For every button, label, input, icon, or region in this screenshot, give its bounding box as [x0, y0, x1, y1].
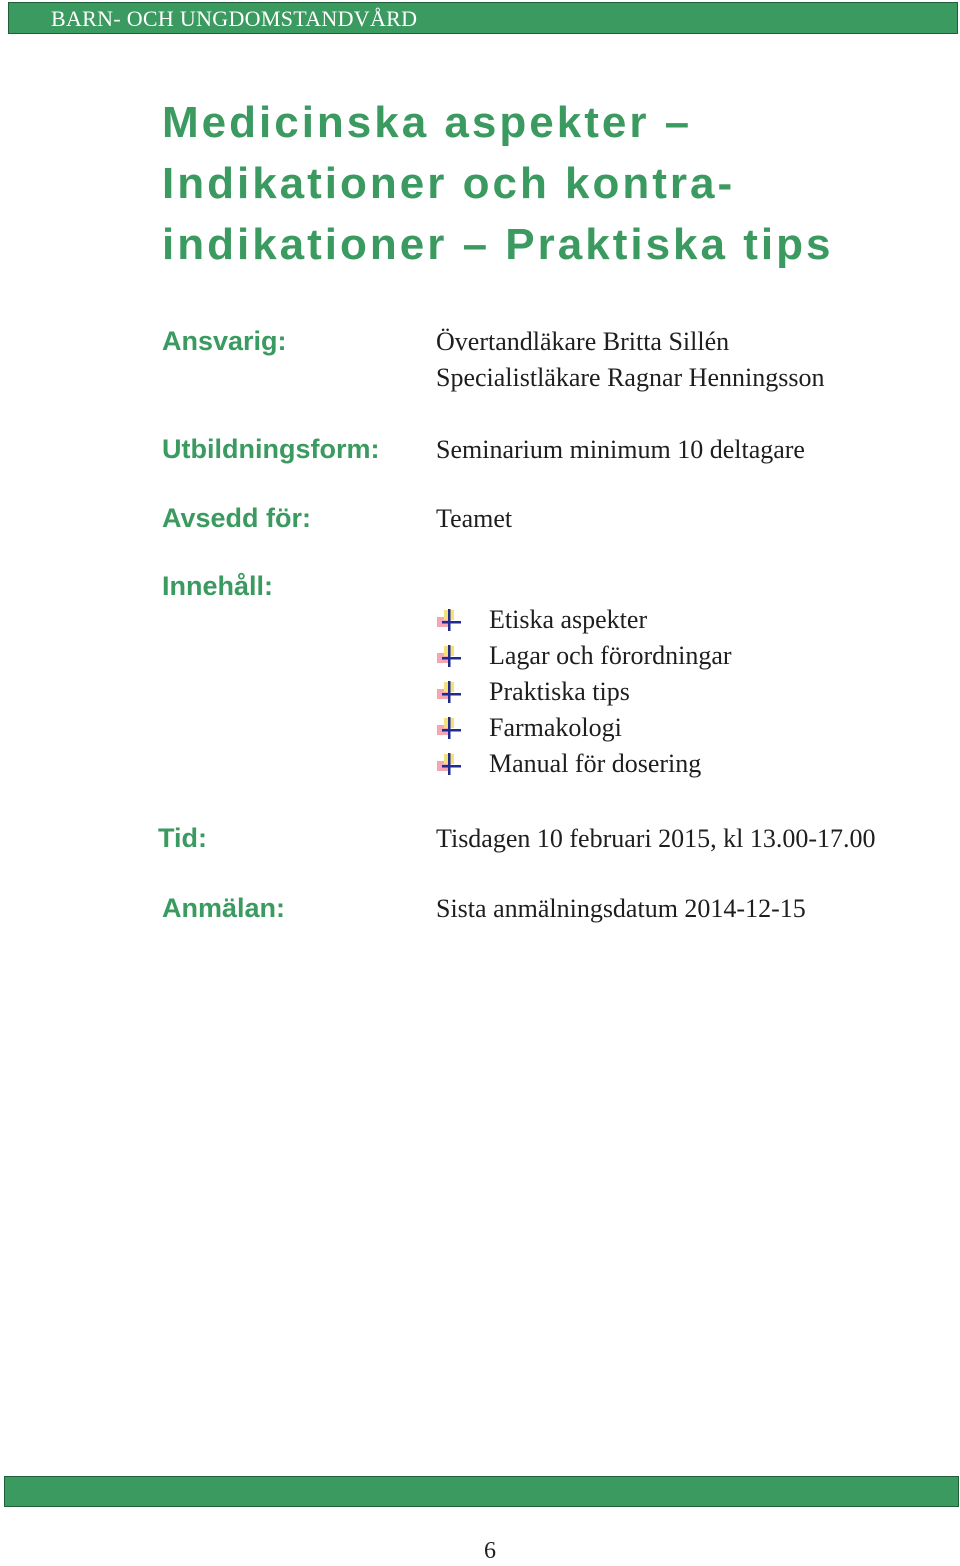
list-item-text: Manual för dosering: [489, 749, 702, 778]
list-item-text: Lagar och förordningar: [489, 641, 732, 670]
footer-bar: [4, 1476, 959, 1507]
header-bar: [8, 2, 958, 34]
content-label: Innehåll:: [162, 571, 274, 601]
bullet-icon: [436, 644, 462, 668]
department-name: BARN- OCH UNGDOMSTANDVÅRD: [51, 6, 418, 31]
list-item-text: Praktiska tips: [489, 677, 630, 706]
title-line-2: Indikationer och kontra-: [162, 159, 736, 208]
document-title: [162, 92, 922, 275]
registration-value: Sista anmälningsdatum 2014-12-15: [436, 894, 806, 923]
audience-value: Teamet: [436, 504, 513, 533]
time-value: Tisdagen 10 februari 2015, kl 13.00-17.00: [436, 824, 876, 853]
list-item-text: Etiska aspekter: [489, 605, 648, 634]
responsible-value-1: Övertandläkare Britta Sillén: [436, 327, 730, 356]
list-item-text: Farmakologi: [489, 713, 622, 742]
bullet-icon: [436, 608, 462, 632]
bullet-icon: [436, 680, 462, 704]
responsible-label: Ansvarig:: [162, 326, 287, 356]
responsible-value-2: Specialistläkare Ragnar Henningsson: [436, 363, 825, 392]
registration-label: Anmälan:: [162, 893, 286, 923]
title-line-3: indikationer – Praktiska tips: [162, 220, 834, 269]
bullet-icon: [436, 752, 462, 776]
audience-label: Avsedd för:: [162, 503, 312, 533]
bullet-icon: [436, 716, 462, 740]
page-number: 6: [484, 1538, 496, 1564]
time-label: Tid:: [158, 823, 207, 853]
title-line-1: Medicinska aspekter –: [162, 98, 693, 147]
format-value: Seminarium minimum 10 deltagare: [436, 435, 805, 464]
format-label: Utbildningsform:: [162, 434, 380, 464]
